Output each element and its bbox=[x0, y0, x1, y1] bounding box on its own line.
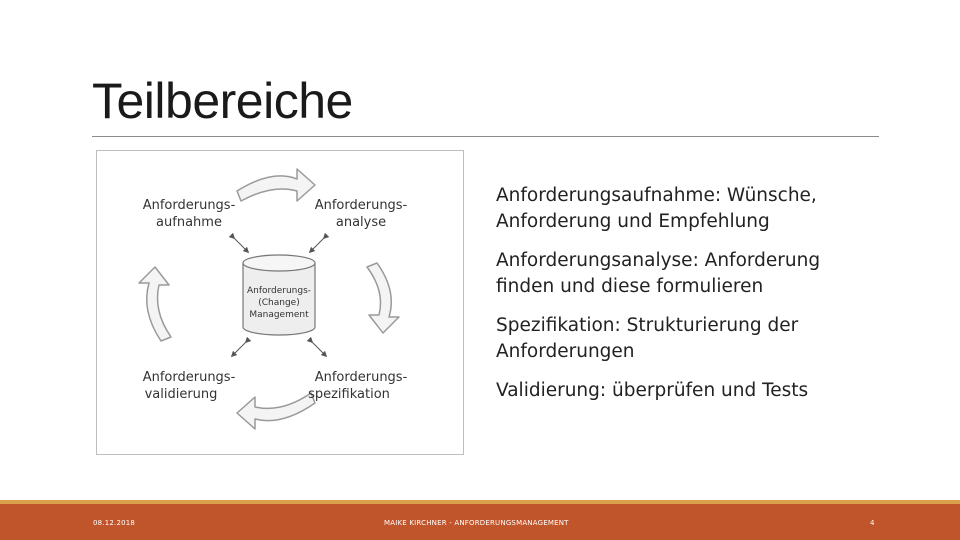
link-arrow-analyse bbox=[311, 237, 325, 251]
node-aufnahme-line2: aufnahme bbox=[156, 215, 222, 230]
node-spezifikation-line2: spezifikation bbox=[308, 387, 390, 402]
bullet-item: Spezifikation: Strukturierung der Anforderungen bbox=[496, 315, 799, 362]
footer-author-title: MAIKE KIRCHNER - ANFORDERUNGSMANAGEMENT bbox=[384, 519, 569, 527]
node-aufnahme-line1: Anforderungs- bbox=[142, 198, 236, 213]
footer-bar bbox=[0, 504, 960, 540]
node-spezifikation-line1: Anforderungs- bbox=[314, 370, 408, 385]
cycle-arrow-top bbox=[237, 169, 315, 201]
center-label-line1: Anforderungs- bbox=[246, 286, 312, 296]
cycle-arrow-left bbox=[139, 267, 171, 341]
slide-title: Teilbereiche bbox=[92, 73, 353, 129]
bullet-item: Validierung: überprüfen und Tests bbox=[496, 380, 809, 401]
link-arrow-aufnahme bbox=[233, 237, 247, 251]
link-arrow-spezifikation bbox=[311, 341, 325, 355]
bullet-list bbox=[496, 183, 876, 417]
bullet-item: Anforderungsaufnahme: Wünsche, Anforderung und Empfehlung bbox=[496, 185, 817, 232]
footer-date: 08.12.2018 bbox=[93, 519, 136, 527]
center-label-line3: Management bbox=[249, 310, 309, 320]
node-analyse-line1: Anforderungs- bbox=[314, 198, 408, 213]
node-analyse-line2: analyse bbox=[335, 215, 387, 230]
cycle-arrow-bottom bbox=[237, 393, 315, 429]
process-diagram-svg bbox=[97, 151, 465, 456]
node-validierung-line1: Anforderungs- bbox=[142, 370, 236, 385]
bullet-item: Anforderungsanalyse: Anforderung finden und diese formulieren bbox=[496, 250, 821, 297]
title-divider bbox=[92, 136, 879, 137]
footer-page-number: 4 bbox=[870, 519, 875, 527]
cycle-arrow-right bbox=[367, 263, 399, 333]
center-label-line2: (Change) bbox=[258, 298, 300, 308]
node-validierung-line2: validierung bbox=[144, 387, 218, 402]
process-diagram bbox=[96, 150, 464, 455]
link-arrow-validierung bbox=[233, 341, 247, 355]
